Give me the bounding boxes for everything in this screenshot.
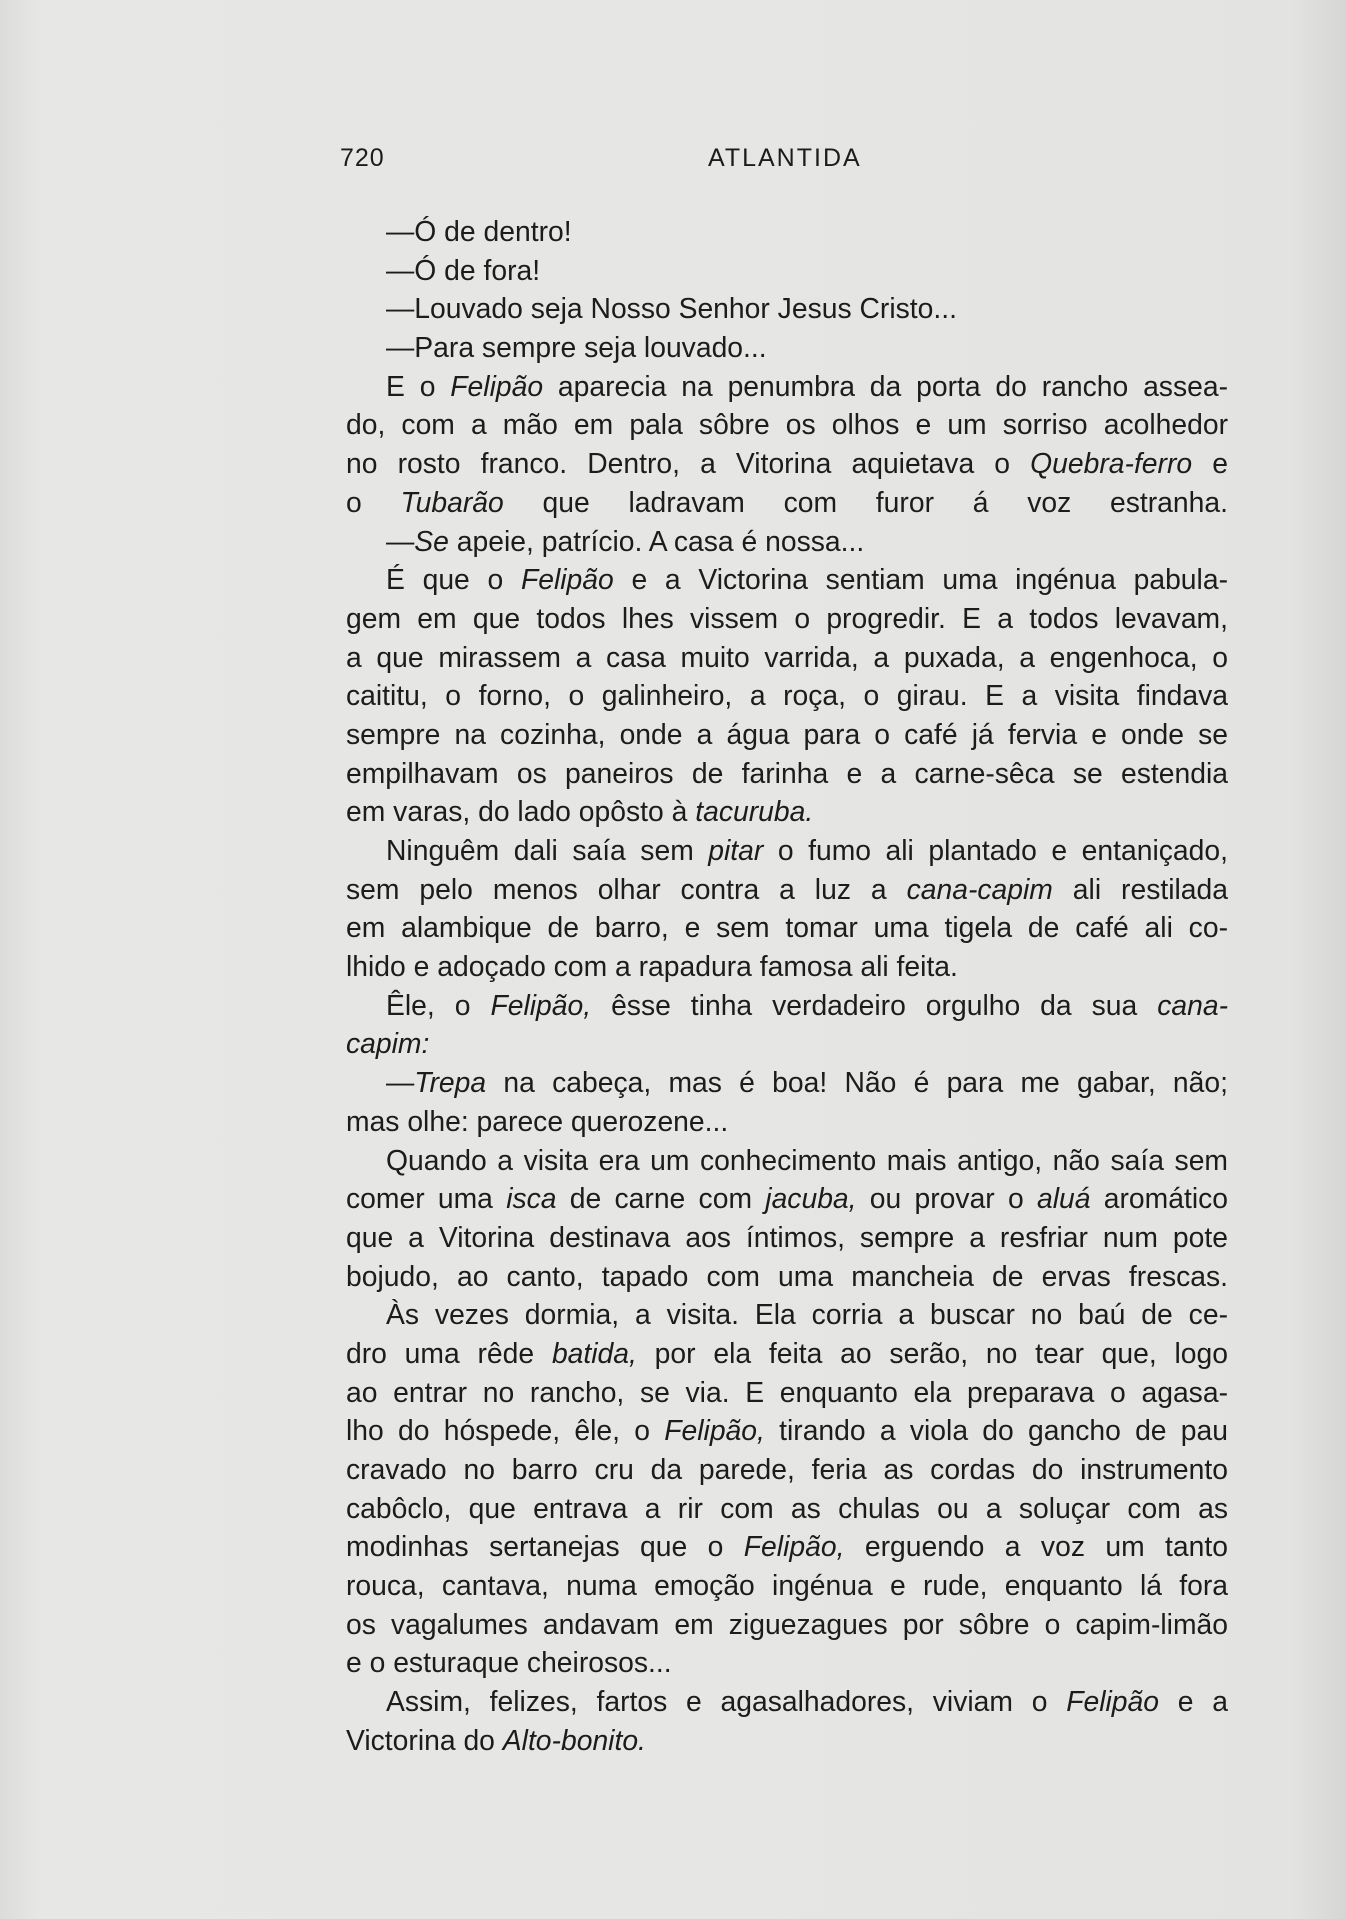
italic-text: aluá [1037,1182,1091,1215]
text-line [346,676,1228,715]
text-line [346,1334,1228,1373]
text-line [346,715,1228,754]
text-line [346,831,1228,870]
text-run: Ninguêm dali saía sem [386,834,709,866]
text-line [346,444,1228,483]
text-run: em varas, do lado opôsto à [346,795,696,828]
text-line [346,754,1228,793]
text-run: — [386,1066,415,1099]
text-run: do, com a mão em pala sôbre os olhos e um sorriso acolhedor [346,408,1228,441]
italic-text: batida, [551,1336,637,1369]
text-run: — [386,524,415,557]
italic-text: cana-capim [906,872,1053,905]
text-run: sempre na cozinha, onde a água para o café já fervia e onde se [346,717,1228,750]
text-run: dro uma rêde [346,1336,552,1369]
text-line [346,947,1228,986]
text-run: os vagalumes andavam em ziguezagues por sôbre o capim-limão [346,1607,1228,1640]
running-title: ATLANTIDA [708,144,862,172]
italic-text: tacuruba. [695,795,814,828]
text-line [346,1373,1228,1412]
text-run: —Ó de dentro! [386,215,572,247]
text-run: ou provar o [856,1182,1037,1215]
text-line [346,1141,1228,1180]
text-run: Às vezes dormia, a visita. Ela corria a buscar no baú de ce- [386,1298,1228,1331]
text-run: lho do hóspede, êle, o [346,1414,665,1447]
italic-text: Felipão, [743,1530,845,1563]
text-run: por ela feita ao serão, no tear que, logo [636,1336,1229,1369]
text-line [346,1295,1228,1334]
text-line [346,1489,1228,1528]
text-run: sem pelo menos olhar contra a luz a [346,872,907,905]
text-run: —Ó de fora! [386,253,541,286]
italic-text: jacuba, [765,1182,857,1215]
text-line [346,483,1228,522]
italic-text: capim: [346,1027,430,1060]
text-run: —Para sempre seja louvado... [386,331,767,364]
italic-text: Felipão [520,563,614,596]
italic-text: isca [506,1182,557,1215]
text-run: e a Victorina sentiam uma ingénua pabula- [613,563,1228,596]
text-line [346,289,1228,328]
text-line [346,522,1228,561]
text-line [346,1411,1228,1450]
italic-text: pitar [708,834,764,866]
italic-text: Alto-bonito. [502,1723,646,1756]
text-run: ao entrar no rancho, se via. E enquanto ela preparava o agasa- [346,1375,1228,1408]
text-line [346,599,1228,638]
italic-text: Quebra-ferro [1030,447,1193,480]
text-run: no rosto franco. Dentro, a Vitorina aquietava o [346,447,1031,480]
text-run: Victorina do [346,1723,503,1756]
italic-text: Se [414,524,449,557]
text-run: e [1192,447,1228,480]
italic-text: Tubarão [400,485,504,518]
text-run: cravado no barro cru da parede, feria as cordas do instrumento [346,1453,1228,1485]
text-run: Êle, o [386,988,491,1021]
text-line [346,560,1228,599]
text-line [346,1257,1228,1296]
text-line [346,792,1228,831]
text-run: bojudo, ao canto, tapado com uma mancheia de ervas frescas. [346,1259,1228,1292]
italic-text: Felipão, [490,988,592,1021]
text-run: o fumo ali plantado e entaniçado, [763,834,1228,866]
text-line [346,1605,1228,1644]
text-run: rouca, cantava, numa emoção ingénua e rude, enquanto lá fora [346,1569,1228,1602]
text-run: tirando a viola do gancho de pau [764,1414,1228,1447]
text-line [346,328,1228,367]
text-run: lhido e adoçado com a rapadura famosa ali feita. [346,950,958,983]
text-line [346,1566,1228,1605]
text-line [346,986,1228,1025]
text-run: em alambique de barro, e sem tomar uma tigela de café ali co- [346,911,1228,944]
text-line [346,212,1228,251]
text-run: ali restilada [1052,872,1228,905]
text-run: Quando a visita era um conhecimento mais antigo, não saía sem [386,1143,1228,1176]
text-run: Assim, felizes, fartos e agasalhadores, viviam o [386,1685,1067,1718]
text-run: É que o [386,563,521,596]
italic-text: cana- [1157,988,1228,1021]
text-line [346,1682,1228,1721]
text-run: e a [1159,1685,1229,1718]
text-run: e o esturaque cheirosos... [346,1646,672,1679]
text-run: modinhas sertanejas que o [346,1530,744,1563]
text-run: comer uma [346,1182,507,1215]
text-line [346,1024,1228,1063]
text-run: de carne com [556,1182,766,1215]
text-line [346,1643,1228,1682]
text-run: êsse tinha verdadeiro orgulho da sua [591,988,1158,1021]
text-line [346,1721,1228,1760]
running-header [340,144,1000,184]
text-run: o [346,485,401,518]
page-number: 720 [340,144,385,172]
text-line [346,1450,1228,1489]
text-line [346,405,1228,444]
text-run: apeie, patrício. A casa é nossa... [448,524,865,557]
text-line [346,1218,1228,1257]
text-run: que ladravam com furor á voz estranha. [503,485,1228,518]
text-run: aparecia na penumbra da porta do rancho assea- [543,369,1228,402]
text-run: mas olhe: parece querozene... [346,1104,729,1137]
text-run: que a Vitorina destinava aos íntimos, sempre a resfriar num pote [346,1220,1228,1253]
text-line [346,367,1228,406]
italic-text: Felipão, [664,1414,765,1447]
text-line [346,251,1228,290]
italic-text: Trepa [414,1066,487,1099]
text-line [346,1527,1228,1566]
text-run: —Louvado seja Nosso Senhor Jesus Cristo... [386,292,957,325]
text-line [346,638,1228,677]
italic-text: Felipão [1066,1685,1160,1718]
text-run: empilhavam os paneiros de farinha e a carne-sêca se estendia [346,756,1228,789]
italic-text: Felipão [450,369,544,402]
text-run: E o [386,369,451,402]
body-text [346,212,1228,1760]
text-run: caititu, o forno, o galinheiro, a roça, o girau. E a visita findava [346,679,1228,712]
text-run: na cabeça, mas é boa! Não é para me gabar, não; [486,1066,1228,1099]
text-run: cabôclo, que entrava a rir com as chulas ou a soluçar com as [346,1491,1228,1524]
text-run: aromático [1090,1182,1229,1215]
text-run: a que mirassem a casa muito varrida, a puxada, a engenhoca, o [346,640,1228,673]
text-run: erguendo a voz um tanto [844,1530,1228,1563]
text-run: gem em que todos lhes vissem o progredir. E a todos levavam, [346,601,1228,634]
text-line [346,870,1228,909]
text-line [346,908,1228,947]
text-line [346,1179,1228,1218]
text-line [346,1063,1228,1102]
text-line [346,1102,1228,1141]
